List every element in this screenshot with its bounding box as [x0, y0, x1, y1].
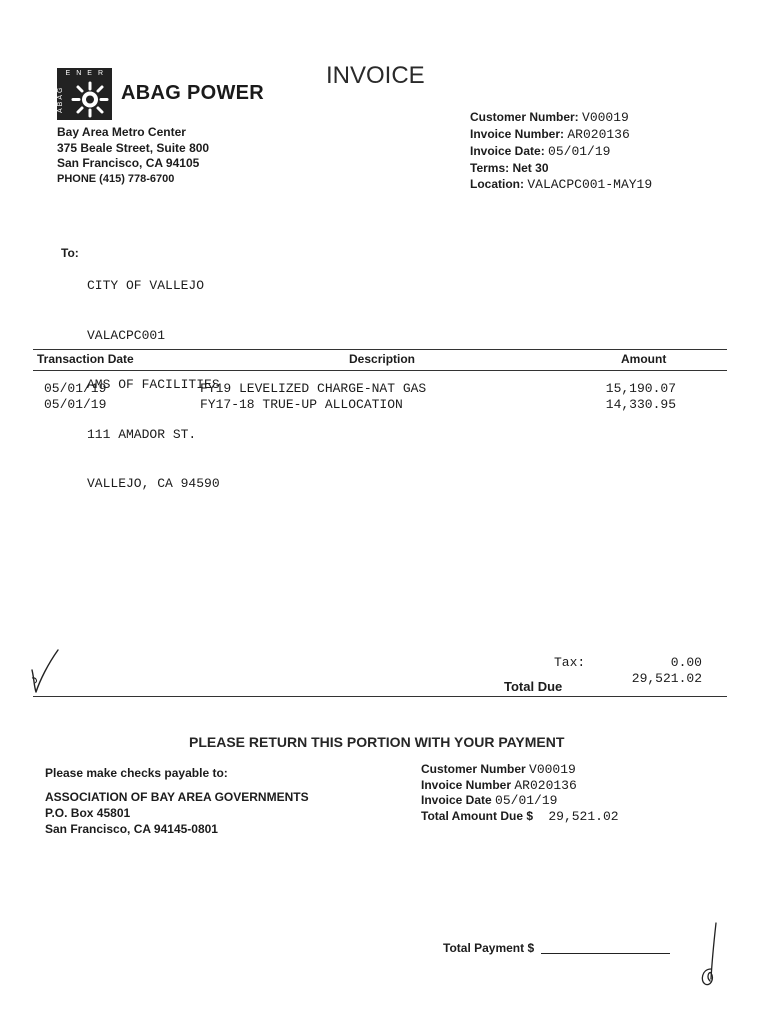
bill-to-line: CITY OF VALLEJO [87, 278, 205, 293]
remit-label: Total Amount Due $ [421, 808, 533, 823]
total-payment-label: Total Payment $ [443, 941, 535, 955]
remit-label: Customer Number [421, 762, 526, 776]
row-date: 05/01/19 [44, 397, 107, 412]
remit-label: Invoice Number [421, 777, 512, 792]
meta-value: AR020136 [567, 127, 630, 142]
column-header-amount: Amount [621, 352, 667, 366]
row-date: 05/01/19 [44, 381, 107, 396]
remit-invoice-date [421, 793, 619, 809]
company-address-line: 375 Beale Street, Suite 800 [57, 140, 210, 155]
remit-value: AR020136 [514, 777, 577, 793]
payable-label: Please make checks payable to: [45, 766, 228, 780]
sun-icon [68, 79, 112, 120]
row-description: FY17-18 TRUE-UP ALLOCATION [200, 397, 403, 412]
meta-label: Terms: [470, 161, 510, 175]
meta-location [470, 176, 652, 193]
column-header-date: Transaction Date [37, 352, 134, 366]
payee-line: San Francisco, CA 94145-0801 [45, 822, 218, 836]
logo-side-text: ABAG [57, 79, 68, 120]
meta-value: V00019 [582, 110, 629, 125]
remit-value: 05/01/19 [495, 793, 558, 808]
company-address [57, 125, 209, 187]
remit-divider [33, 696, 727, 697]
bill-to-label: To: [61, 246, 79, 260]
meta-customer-number [470, 109, 652, 126]
table-header-rule [33, 370, 727, 371]
meta-label: Invoice Number: [470, 127, 565, 141]
company-address-line: San Francisco, CA 94105 [57, 156, 200, 170]
remit-value: V00019 [529, 762, 576, 777]
bill-to-line: VALLEJO, CA 94590 [87, 476, 220, 491]
row-amount: 14,330.95 [605, 397, 676, 412]
page-title: INVOICE [326, 62, 425, 89]
total-due-value: 29,521.02 [631, 671, 702, 686]
company-phone: PHONE (415) 778-6700 [57, 172, 175, 185]
check-mark-icon [28, 648, 60, 694]
brand-name: ABAG POWER [121, 82, 264, 104]
row-amount: 15,190.07 [605, 381, 676, 396]
bill-to-line: AMS OF FACILITIES [87, 377, 220, 392]
payee-block [45, 765, 309, 837]
meta-value: 05/01/19 [548, 144, 611, 159]
meta-invoice-number [470, 126, 652, 143]
meta-label: Customer Number: [470, 110, 579, 124]
remit-meta [421, 762, 619, 824]
tax-label: Tax: [554, 655, 586, 670]
payee-line: P.O. Box 45801 [45, 806, 131, 820]
bill-to-line: 111 AMADOR ST. [87, 426, 197, 442]
remit-customer-number [421, 762, 619, 778]
meta-label: Invoice Date: [470, 144, 545, 158]
invoice-meta [470, 109, 652, 193]
payee-line: ASSOCIATION OF BAY AREA GOVERNMENTS [45, 790, 309, 804]
remit-label: Invoice Date [421, 793, 492, 807]
total-payment-input-line[interactable] [541, 953, 670, 954]
logo-top-text: ENER [57, 68, 112, 79]
total-due-label: Total Due [504, 679, 563, 694]
table-top-rule [33, 349, 727, 350]
remit-invoice-number [421, 778, 619, 794]
initials-signature-icon [696, 921, 722, 987]
meta-value: Net 30 [512, 161, 549, 175]
remit-heading: PLEASE RETURN THIS PORTION WITH YOUR PAYMENT [189, 734, 565, 750]
remit-value: 29,521.02 [548, 808, 619, 824]
meta-value: VALACPC001-MAY19 [527, 177, 653, 192]
meta-invoice-date [470, 143, 652, 160]
column-header-description: Description [349, 352, 416, 366]
company-address-line: Bay Area Metro Center [57, 125, 186, 139]
meta-label: Location: [470, 177, 524, 191]
meta-terms [470, 160, 652, 176]
bill-to-line: VALACPC001 [87, 327, 166, 343]
remit-total-amount [421, 809, 619, 825]
row-description: FY19 LEVELIZED CHARGE-NAT GAS [200, 381, 427, 396]
tax-value: 0.00 [670, 655, 702, 670]
